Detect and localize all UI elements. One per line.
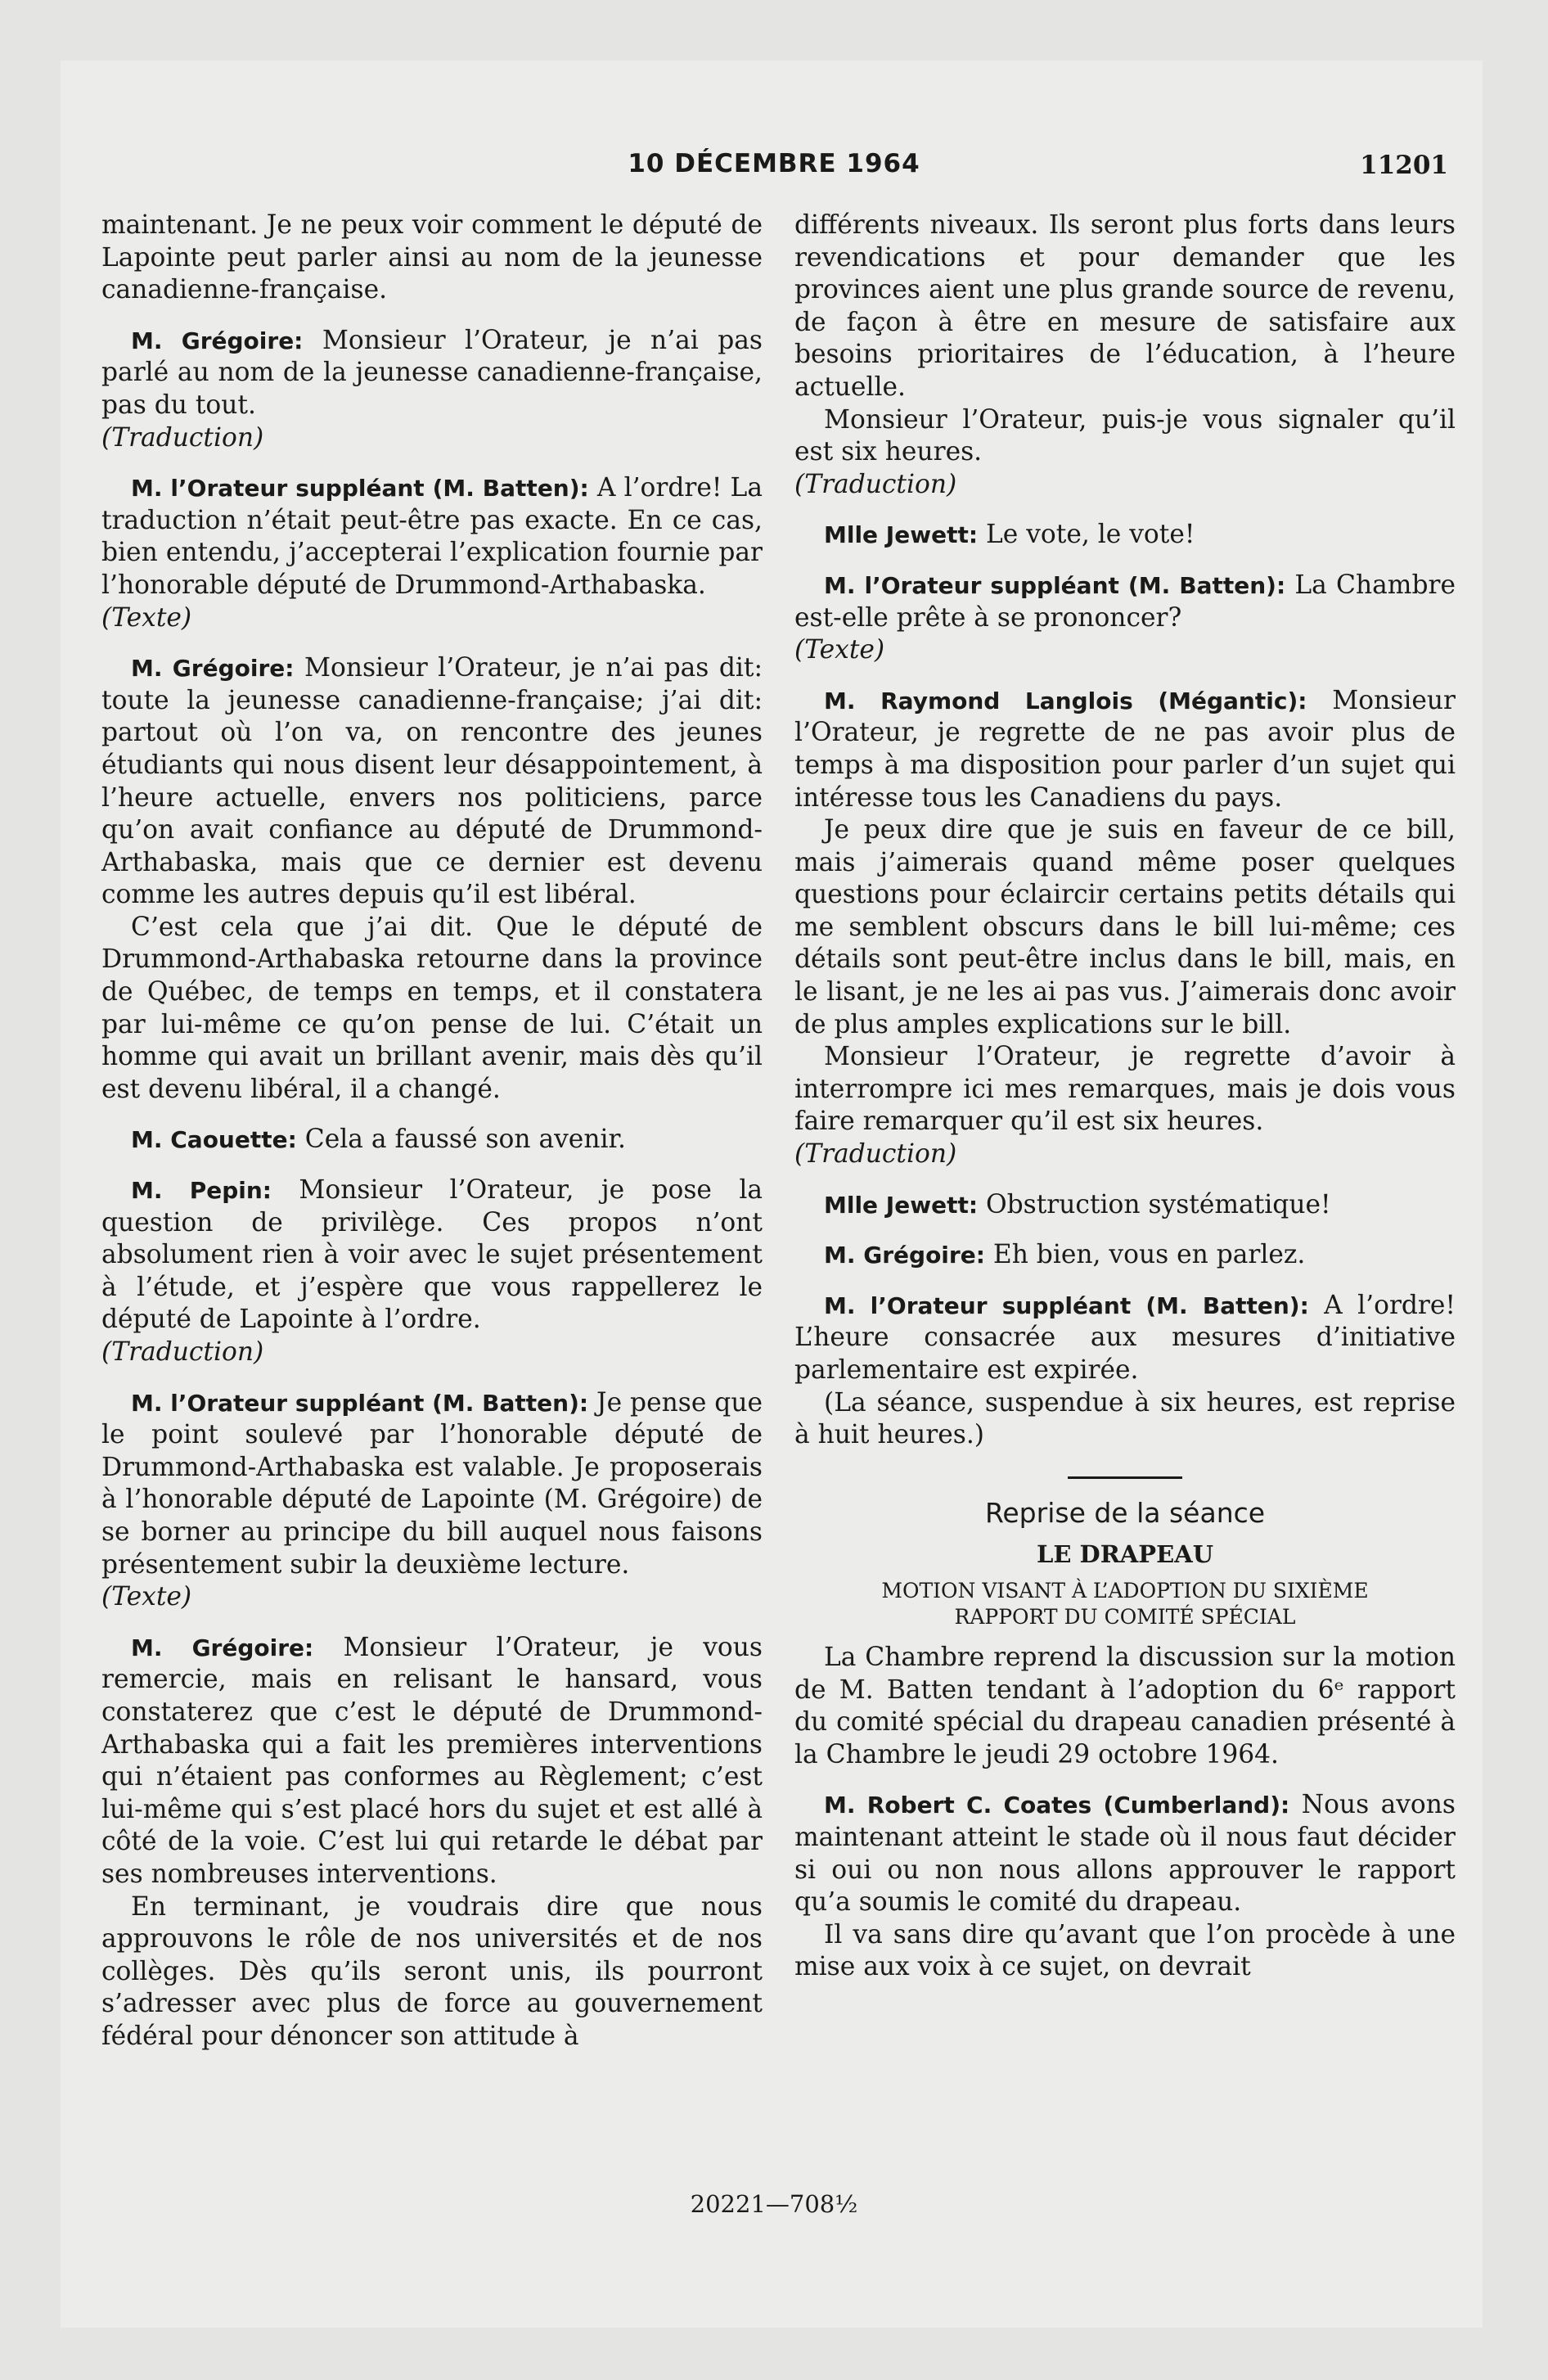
- speech-paragraph: [101, 1632, 763, 1891]
- language-tag: (Traduction): [101, 1337, 264, 1367]
- speech-text: Obstruction systématique!: [978, 1189, 1331, 1219]
- speech-text: Monsieur l’Orateur, je pose la question de privilège. Ces propos n’ont absolument rien à voir avec le sujet présentement à l’étude, et j’espère que vous rappellerez le député de Lapointe à l’ordre.: [101, 1175, 763, 1335]
- speech-text: A l’ordre! La traduction n’était peut-être pas exacte. En ce cas, bien entendu, j’accepterai l’explication fournie par l’honorable député de Drummond-Arthabaska.: [101, 473, 763, 600]
- speech-paragraph: [101, 472, 763, 602]
- section-heading: Reprise de la séance: [984, 1496, 1266, 1529]
- section-divider: [1068, 1476, 1182, 1479]
- paragraph: La Chambre reprend la discussion sur la motion de M. Batten tendant à l’adoption du 6ᵉ rapport du comité spécial du drapeau canadien présenté à la Chambre le jeudi 29 octobre 1964.: [794, 1642, 1456, 1769]
- speech-text: Monsieur l’Orateur, je n’ai pas dit: toute la jeunesse canadienne-française; j’ai dit: partout où l’on va, on rencontre des jeunes étudiants qui nous disent leur désappointement, à l’heure actuelle, envers nos politiciens, parce qu’on avait confiance au député de Drummond-Arthabaska, mais que ce dernier est devenu comme les autres depuis qu’il est libéral.: [101, 653, 763, 910]
- speech-text: Nous avons maintenant atteint le stade où il nous faut décider si oui ou non nous allons approuver le rapport qu’a soumis le comité du drapeau.: [794, 1790, 1456, 1918]
- speech-text: A l’ordre! L’heure consacrée aux mesures d’initiative parlementaire est expirée.: [794, 1290, 1456, 1385]
- speech-paragraph: [794, 685, 1456, 814]
- speaker-name: M. Grégoire:: [131, 1634, 314, 1661]
- speaker-name: Mlle Jewett:: [824, 521, 979, 549]
- header-page-number: 11201: [1360, 151, 1448, 180]
- speech-text: Monsieur l’Orateur, je vous remercie, mais en relisant le hansard, vous constaterez que c’est le député de Drummond-Arthabaska qui a fait les premières interventions qui n’étaient pas conformes au Règlement; c’est lui-même qui s’est placé hors du sujet et est allé à côté de la voie. C’est lui qui retarde le débat par ses nombreuses interventions.: [101, 1632, 763, 1889]
- motion-title-line: MOTION VISANT À L’ADOPTION DU SIXIÈME: [881, 1578, 1369, 1602]
- section-subheading: LE DRAPEAU: [1036, 1540, 1214, 1569]
- speech-paragraph: [794, 1789, 1456, 1918]
- speaker-name: M. Robert C. Coates (Cumberland):: [824, 1792, 1290, 1819]
- speech-paragraph: [101, 1174, 763, 1336]
- language-tag: (Texte): [794, 635, 885, 665]
- speaker-name: M. Raymond Langlois (Mégantic):: [824, 687, 1307, 714]
- speech-paragraph: [101, 1387, 763, 1582]
- page-footer: 20221—708½: [690, 2190, 858, 2218]
- continued-paragraph: maintenant. Je ne peux voir comment le député de Lapointe peut parler ainsi au nom de la jeunesse canadienne-française.: [101, 210, 763, 305]
- speech-paragraph: [794, 1189, 1456, 1222]
- speech-text: Eh bien, vous en parlez.: [984, 1240, 1306, 1270]
- language-tag: (Traduction): [794, 469, 957, 499]
- speaker-name: M. Grégoire:: [131, 655, 295, 683]
- language-tag: (Traduction): [794, 1139, 957, 1170]
- paragraph: C’est cela que j’ai dit. Que le député de Drummond-Arthabaska retourne dans la province de Québec, de temps en temps, et il constatera par lui-même ce qu’on pense de lui. C’était un homme qui avait un brillant avenir, mais dès qu’il est devenu libéral, il a changé.: [101, 912, 763, 1104]
- speech-text: Je pense que le point soulevé par l’honorable député de Drummond-Arthabaska est valable. Je proposerais à l’honorable député de Lapointe (M. Grégoire) de se borner au principe du bill auquel nous faisons présentement subir la deuxième lecture.: [101, 1387, 763, 1580]
- speech-text: Monsieur l’Orateur, je n’ai pas parlé au nom de la jeunesse canadienne-française, pas du tout.: [101, 325, 763, 420]
- motion-title: [794, 1578, 1456, 1630]
- page-header: [100, 149, 1448, 185]
- language-tag: (Texte): [101, 1582, 192, 1612]
- speech-paragraph: [794, 1290, 1456, 1387]
- speaker-name: M. l’Orateur suppléant (M. Batten):: [131, 1389, 589, 1417]
- speech-paragraph: [101, 325, 763, 422]
- speaker-name: M. l’Orateur suppléant (M. Batten):: [131, 475, 589, 503]
- speaker-name: M. Caouette:: [131, 1126, 297, 1154]
- paragraph: (La séance, suspendue à six heures, est reprise à huit heures.): [794, 1387, 1456, 1450]
- left-column: [101, 210, 763, 2053]
- speaker-name: M. Pepin:: [131, 1177, 272, 1205]
- speech-text: Monsieur l’Orateur, je regrette de ne pas avoir plus de temps à ma disposition pour parler d’un sujet qui intéresse tous les Canadiens du pays.: [794, 685, 1456, 813]
- paragraph: Je peux dire que je suis en faveur de ce bill, mais j’aimerais quand même poser quelques questions pour éclaircir certains petits détails qui me semblent obscurs dans le bill lui-même; ces détails sont peut-être inclus dans le bill, mais, en le lisant, je ne les ai pas vus. J’aimerais donc avoir de plus amples explications sur le bill.: [794, 815, 1456, 1039]
- speech-paragraph: [101, 1124, 763, 1156]
- motion-title-line: RAPPORT DU COMITÉ SPÉCIAL: [954, 1604, 1296, 1629]
- speaker-name: Mlle Jewett:: [824, 1191, 979, 1219]
- language-tag: (Texte): [101, 602, 192, 633]
- paragraph: En terminant, je voudrais dire que nous approuvons le rôle de nos universités et de nos collèges. Dès qu’ils seront unis, ils pourront s’adresser avec plus de force au gouvernement fédéral pour dénoncer son attitude à: [101, 1891, 763, 2051]
- speech-paragraph: [101, 652, 763, 912]
- speaker-name: M. l’Orateur suppléant (M. Batten):: [824, 1291, 1309, 1319]
- continued-paragraph: différents niveaux. Ils seront plus forts dans leurs revendications et pour demander que les provinces aient une plus grande source de revenu, de façon à être en mesure de satisfaire aux besoins prioritaires de l’éducation, à l’heure actuelle.: [794, 210, 1456, 402]
- speech-paragraph: [794, 570, 1456, 634]
- speech-text: Cela a faussé son avenir.: [296, 1125, 626, 1155]
- paragraph: Il va sans dire qu’avant que l’on procède à une mise aux voix à ce sujet, on devrait: [794, 1919, 1456, 1982]
- speaker-name: M. l’Orateur suppléant (M. Batten):: [824, 571, 1286, 599]
- right-column: [794, 210, 1456, 1984]
- right-column-top: [794, 210, 1456, 1452]
- header-date: 10 DÉCEMBRE 1964: [628, 149, 920, 178]
- speech-text: Le vote, le vote!: [978, 520, 1195, 550]
- speaker-name: M. Grégoire:: [131, 327, 304, 354]
- speech-paragraph: [794, 1239, 1456, 1272]
- paragraph: Monsieur l’Orateur, je regrette d’avoir à interrompre ici mes remarques, mais je dois vous faire remarquer qu’il est six heures.: [794, 1042, 1456, 1137]
- speech-text: La Chambre est-elle prête à se prononcer?: [794, 570, 1456, 633]
- speaker-name: M. Grégoire:: [824, 1242, 985, 1269]
- language-tag: (Traduction): [101, 422, 264, 453]
- paragraph: Monsieur l’Orateur, puis-je vous signaler qu’il est six heures.: [794, 404, 1456, 467]
- speech-paragraph: [794, 519, 1456, 552]
- right-column-bottom: [794, 1642, 1456, 1984]
